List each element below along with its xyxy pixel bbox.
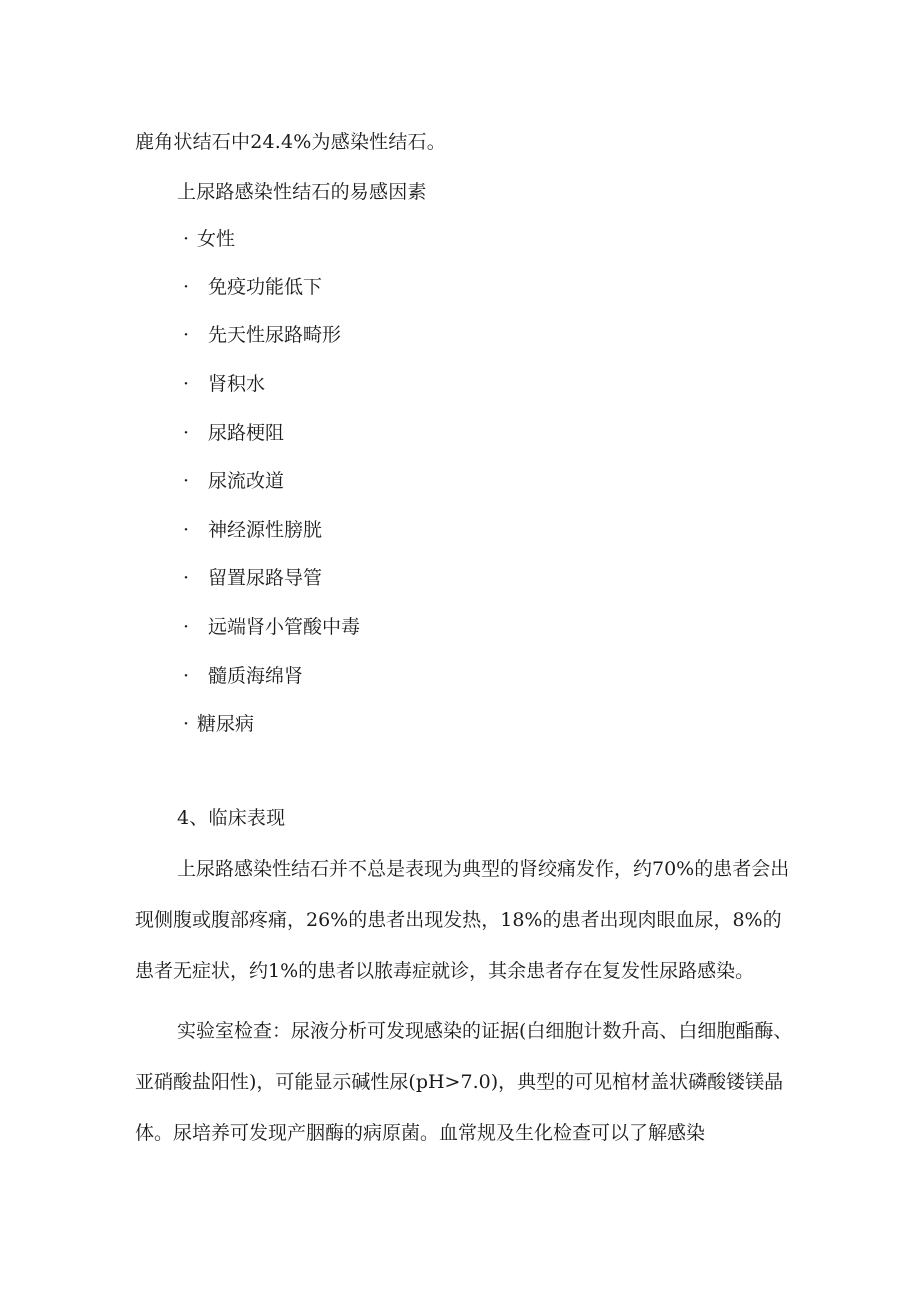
list-item-text: 糖尿病 [197, 713, 255, 735]
clinical-paragraph: 上尿路感染性结石并不总是表现为典型的肾绞痛发作，约70%的患者会出现侧腹或腹部疼痛，26%的患者出现发热，18%的患者出现肉眼血尿，8%的患者无症状，约1%的患者以脓毒症就诊，其余患者存在复发性尿路感染。 [135, 858, 790, 982]
bullet-dot: · [183, 665, 190, 687]
list-item [183, 664, 303, 688]
list-item-text: 女性 [197, 228, 236, 250]
list-item-text: 免疫功能低下 [208, 276, 323, 298]
list-item [183, 518, 322, 542]
list-item [183, 566, 322, 590]
lab-paragraph: 实验室检查：尿液分析可发现感染的证据(白细胞计数升高、白细胞酯酶、亚硝酸盐阳性)，可能显示碱性尿(pH>7.0)，典型的可见棺材盖状磷酸镂镁晶体。尿培养可发现产胭酶的病原菌。血常规及生化检查可以了解感染 [135, 1020, 793, 1144]
list-item-text: 髓质海绵肾 [208, 665, 304, 687]
list-item [183, 227, 235, 251]
list-item-text: 尿流改道 [208, 470, 285, 492]
list-item [183, 712, 254, 736]
bullet-dot: · [183, 228, 190, 250]
list-item [183, 421, 284, 445]
list-item [183, 469, 284, 493]
continuation-line: 鹿角状结石中24.4%为感染性结石。 [135, 131, 446, 153]
list-item-text: 神经源性膀胱 [208, 519, 323, 541]
section-heading: 4、临床表现 [177, 807, 286, 829]
bullet-dot: · [183, 519, 190, 541]
list-item [183, 615, 360, 639]
bullet-dot: · [183, 616, 190, 638]
list-item [183, 275, 322, 299]
bullet-dot: · [183, 713, 190, 735]
bullet-dot: · [183, 276, 190, 298]
risk-factors-heading: 上尿路感染性结石的易感因素 [177, 181, 427, 203]
list-item-text: 肾积水 [208, 373, 266, 395]
list-item-text: 留置尿路导管 [208, 567, 323, 589]
bullet-dot: · [183, 567, 190, 589]
bullet-dot: · [183, 324, 190, 346]
list-item-text: 远端肾小管酸中毒 [208, 616, 361, 638]
bullet-dot: · [183, 470, 190, 492]
list-item-text: 尿路梗阻 [208, 422, 285, 444]
list-item-text: 先天性尿路畸形 [208, 324, 342, 346]
bullet-dot: · [183, 373, 190, 395]
list-item [183, 372, 265, 396]
list-item [183, 323, 341, 347]
bullet-dot: · [183, 422, 190, 444]
